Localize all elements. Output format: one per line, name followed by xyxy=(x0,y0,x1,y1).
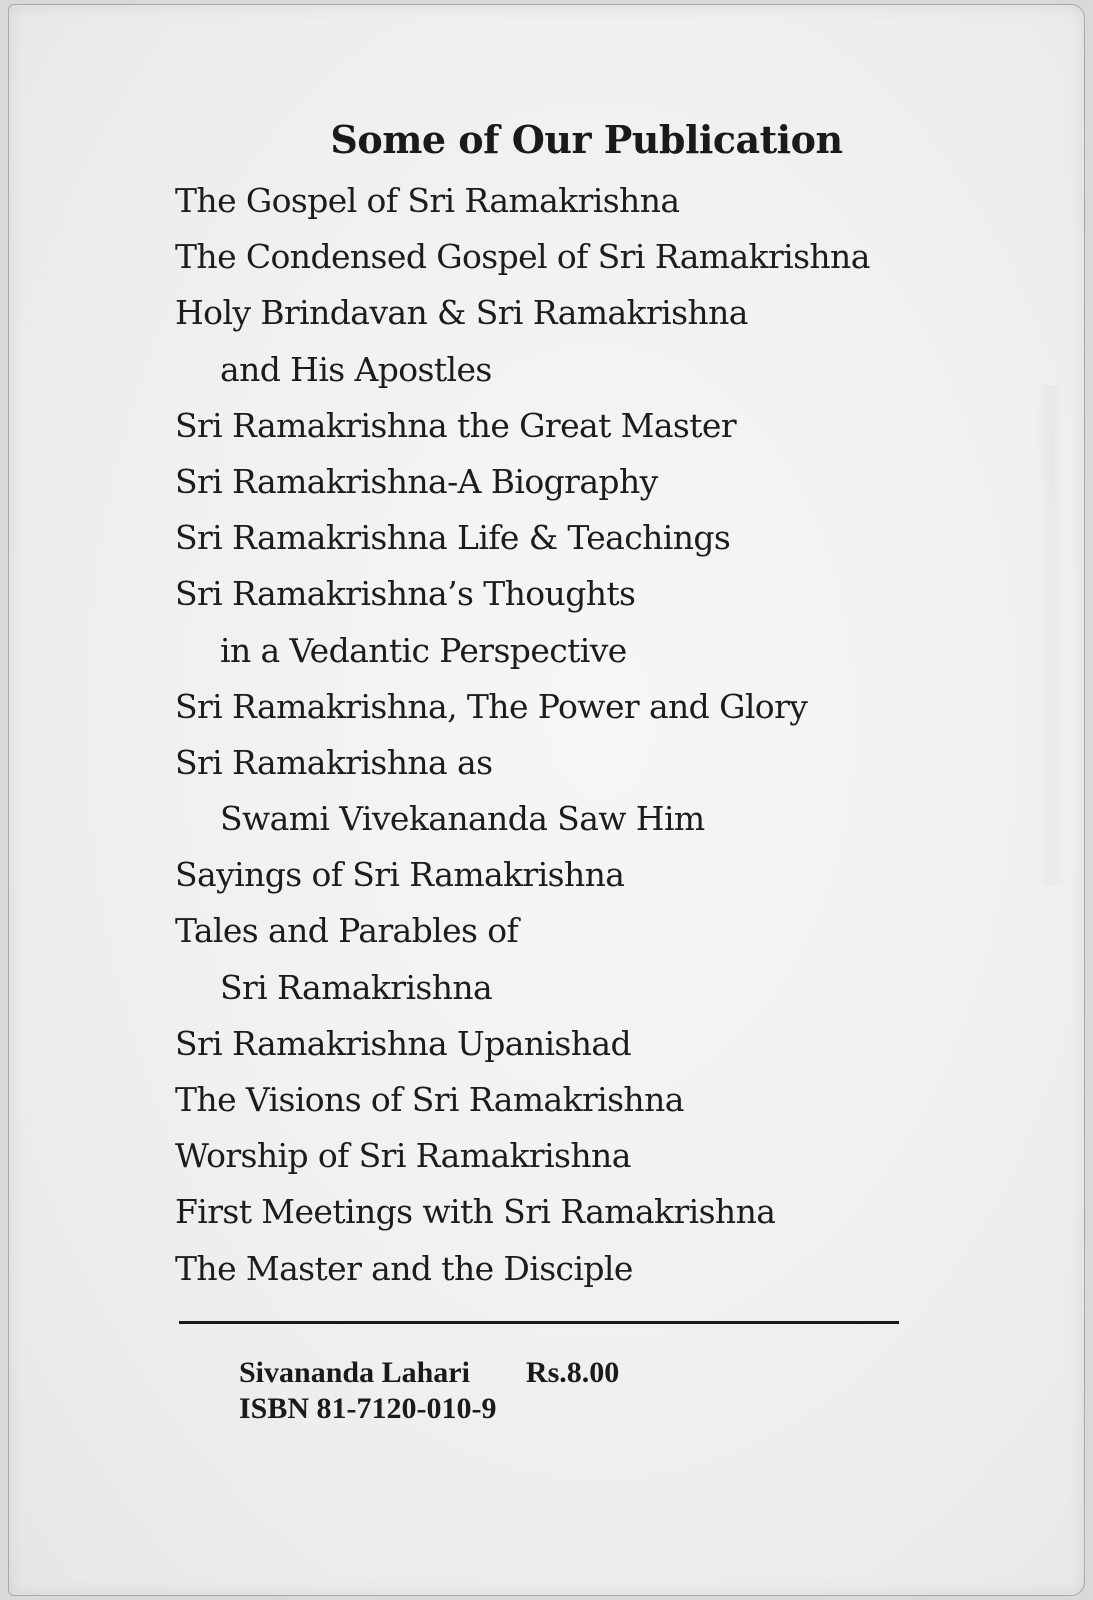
publication-item: Sri Ramakrishna Life & Teachings xyxy=(175,518,731,558)
publications-heading: Some of Our Publication xyxy=(330,117,843,162)
publication-item: Sri Ramakrishna Upanishad xyxy=(175,1023,632,1063)
publication-item: The Master and the Disciple xyxy=(175,1248,633,1288)
publication-item: The Gospel of Sri Ramakrishna xyxy=(175,181,680,220)
publication-item: The Condensed Gospel of Sri Ramakrishna xyxy=(175,237,870,277)
publication-item: in a Vedantic Perspective xyxy=(220,630,627,670)
publication-item: First Meetings with Sri Ramakrishna xyxy=(175,1192,776,1232)
publication-item: Sri Ramakrishna, The Power and Glory xyxy=(175,686,808,726)
publication-item: Sri Ramakrishna as xyxy=(175,742,493,782)
cover-crease xyxy=(1036,385,1066,885)
publication-item: The Visions of Sri Ramakrishna xyxy=(175,1080,684,1119)
divider-line xyxy=(179,1321,899,1324)
publication-item: Swami Vivekananda Saw Him xyxy=(220,799,705,839)
book-info xyxy=(239,1355,619,1427)
isbn: ISBN 81-7120-010-9 xyxy=(239,1392,497,1425)
book-price: Rs.8.00 xyxy=(525,1356,620,1389)
publication-item: Sri Ramakrishna-A Biography xyxy=(175,461,658,501)
publication-item: Sayings of Sri Ramakrishna xyxy=(175,855,625,895)
publication-item: Tales and Parables of xyxy=(175,911,519,951)
book-title: Sivananda Lahari xyxy=(239,1356,470,1389)
publication-item: Worship of Sri Ramakrishna xyxy=(175,1136,631,1176)
publication-item: Holy Brindavan & Sri Ramakrishna xyxy=(175,293,748,333)
publication-item: Sri Ramakrishna xyxy=(220,967,493,1007)
back-cover xyxy=(8,4,1085,1596)
publication-item: Sri Ramakrishna the Great Master xyxy=(175,405,736,445)
publication-item: Sri Ramakrishna’s Thoughts xyxy=(175,574,636,614)
publication-list xyxy=(175,173,870,1297)
publication-item: and His Apostles xyxy=(220,349,492,389)
